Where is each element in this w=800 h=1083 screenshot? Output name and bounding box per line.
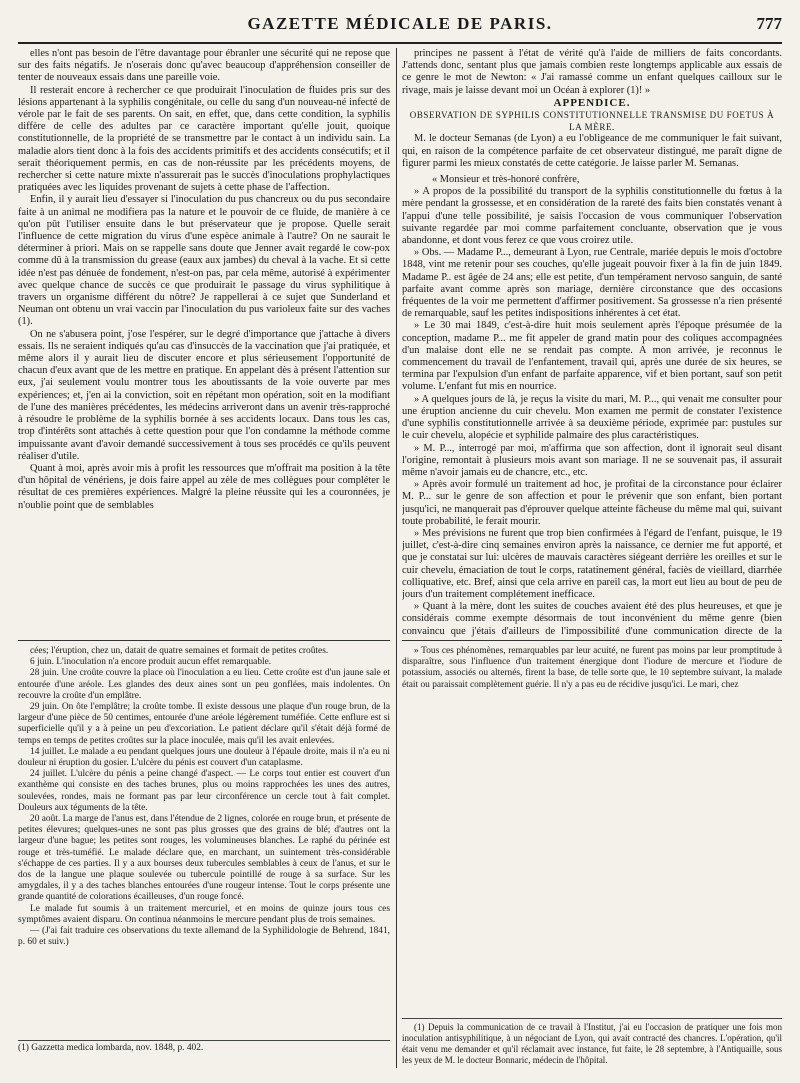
section-divider-left — [18, 640, 390, 641]
paragraph: » A quelques jours de là, je reçus la visite du mari, M. P..., qui venait me consulter pour une éruption ancienne du cuir chevelu. Mon examen me permit de constater l'existence d'une syphilis constitutionnelle arrivée à sa deuxième période, exprimée par: pustules sur le cuir chevelu, alopécie et syphilide palmaire des plus caractéristiques. — [402, 393, 782, 442]
appendix-heading: APPENDICE. — [553, 96, 631, 109]
paragraph: » A propos de la possibilité du transport de la syphilis constitutionnelle du fœtus à la mère pendant la grossesse, et en considération de la rareté des faits bien constatés venant à l'appui d'une telle possibilité, je saisis l'occasion de vous communiquer l'observation suivante regardée par moi comme parfaitement concluante, observation que je vous abandonne, et dont vous ferez ce que vous croirez utile. — [402, 186, 782, 247]
paragraph: » Après avoir formulé un traitement ad hoc, je profitai de la circonstance pour éclairer M. P... sur le genre de son affection et pour le prévenir que son enfant, bien portant jusqu'ici, ne manquerait pas d'éprouver quelque atteinte fâcheuse du même mal qui, suivant toute probabilité, le ferait mourir. — [402, 479, 782, 527]
paragraph: 28 juin. Une croûte couvre la place où l'inoculation a eu lieu. Cette croûte est d'un jaune sale et entourée d'une aréole. Les glandes des deux aines sont un peu gonflées, mais indolentes. On recouvre la croûte d'un emplâtre. — [18, 668, 390, 701]
footnote-text: (1) Depuis la communication de ce travail à l'Institut, j'ai eu l'occasion de pratiquer une fois mon inoculation antisyphilitique, à un négociant de Lyon, qui avait contracté des chancres. L'opération, qu'il était venu me demander et qu'il réclamait avec instance, fut faite, le 28 septembre, à l'Antiquaille, sous les yeux de M. le docteur Bonnaric, médecin de l'hôpital. — [402, 1022, 782, 1065]
paragraph: » Le 30 mai 1849, c'est-à-dire huit mois seulement après l'époque présumée de la conception, madame P... me fit appeler de grand matin pour des coliques accompagnées d'un malaise dont elle ne se rendait pas compte. A mon arrivée, je reconnus le commencement du travail de l'enfantement, travail qui, après une durée de six heures, se termina par l'expulsion d'un enfant de parfaite apparence, vif et bien portant, sauf son petit volume. L'enfant fut mis en nourrice. — [402, 320, 782, 393]
column-bottom-left — [18, 646, 390, 1066]
column-divider — [396, 48, 397, 1068]
paragraph: 20 août. La marge de l'anus est, dans l'étendue de 2 lignes, colorée en rouge brun, et présente de petites élevures; quelques-unes ne sont pas plus grosses que des grains de blé; d'autres ont la largeur d'une bague; les petites sont rouges, les volumineuses blanches. Le raphé du périnée est rouge et très-tuméfié. Le malade déclare que, en marchant, un suintement très-considérable s'échappe de ces parties. Il y a aux bourses deux tubercules semblables à ceux de l'anus, et sur le dos de la langue une plaque soulevée ou tubercule pointillé de rouge à sa surface. Sur les amygdales, il y a des taches blanches entourées d'une rougeur intense. Tout le corps présente une grande quantité de colorations écailleuses, d'un rouge foncé. — [18, 814, 390, 903]
paragraph: » Tous ces phénomènes, remarquables par leur acuité, ne furent pas moins par leur promptitude à disparaître, sous l'influence d'un traitement énergique dont l'iodure de mercure et l'iodure de potassium, associés ou alternés, firent la base, de telle sorte que, le 10 septembre suivant, la malade était ou paraissait complètement guérie. Il n'y a pas eu de récidive jusqu'ici. Le mari, chez — [402, 646, 782, 690]
paragraph: cées; l'éruption, chez un, datait de quatre semaines et formait de petites croûtes. — [30, 646, 329, 656]
paragraph: principes ne passent à l'état de vérité qu'à l'aide de milliers de faits concordants. J'attends donc, sentant plus que jamais combien reste longtemps applicable aux essais de ce genre le mot de Newton: « J'ai ramassé comme un enfant quelques cailloux sur le rivage, mais je laisse devant moi un Océan à explorer (1)! » — [402, 48, 782, 96]
paragraph: 6 juin. L'inoculation n'a encore produit aucun effet remarquable. — [30, 657, 272, 668]
paragraph: elles n'ont pas besoin de l'être davantage pour ébranler une sécurité qui ne repose que sur des faits négatifs. Je n'oserais donc qu'avec beaucoup d'appréhension conseiller de tenter de nouveaux essais dans une pareille voie. — [18, 48, 390, 84]
section-divider-right — [402, 640, 782, 641]
paragraph: 14 juillet. Le malade a eu pendant quelques jours une douleur à l'épaule droite, mais il n'a eu ni douleur ni éruption du gosier. L'ulcère du pénis est couvert d'un cataplasme. — [18, 746, 390, 769]
observation-heading: OBSERVATION DE SYPHILIS CONSTITUTIONNELLE TRANSMISE DU FOETUS À LA MÈRE. — [409, 110, 775, 133]
journal-title: GAZETTE MÉDICALE DE PARIS. — [247, 14, 553, 33]
paragraph: » Obs. — Madame P..., demeurant à Lyon, rue Centrale, mariée depuis le mois d'octobre 1848, vint me retenir pour ses couches, qu'elle jugeait pouvoir fixer à la fin de juin 1849. Madame P.. est âgée de 24 ans; elle est petite, d'un tempérament nervoso sanguin, de santé parfaite avant comme après son mariage, dernière circonstance que des occasions fréquentes de la voir me permettent d'affirmer positivement. Sa grossesse n'a rien présenté de remarquable, sauf les petites indispositions inhérentes à cet état. — [402, 247, 782, 320]
column-top-left — [18, 48, 390, 638]
paragraph: 24 juillet. L'ulcère du pénis a peine changé d'aspect. — Le corps tout entier est couvert d'un exanthème qui consiste en des taches brunes, plus ou moins rapprochées les unes des autres, soulevées, rondes, mais ne formant pas par leur circonférence un cercle tout à fait complet. Douleurs aux téguments de la tête. — [18, 769, 390, 813]
paragraph: » Mes prévisions ne furent que trop bien confirmées à l'égard de l'enfant, puisque, le 19 juillet, c'est-à-dire cinq semaines environ après la naissance, ce dernier me fut apporté, et que je constatai sur lui: ulcères de mauvais caractères siégeant derrière les oreilles et sur le cuir chevelu, émaciation de tout le corps, ratatinement général, faciès de vieillard, diarrhée colliquative, etc. Bref, ainsi que cela arrive en pareil cas, la mort eut lieu au bout de peu de jours d'un traitement complétement inefficace. — [402, 527, 782, 600]
paragraph: 29 juin. On ôte l'emplâtre; la croûte tombe. Il existe dessous une plaque d'un rouge brun, de la largeur d'une pièce de 50 centimes, entourée d'une aréole légèrement tuméfiée. Cette enflure est si superficielle qu'il y a à peine un peu d'excoriation. Le patient déclare qu'il s'était déjà formé de temps en temps de petites croûtes sur la place inoculée, mais qu'il les avait enlevées. — [18, 702, 390, 746]
paragraph: Il resterait encore à rechercher ce que produirait l'inoculation de fluides pris sur des lésions appartenant à la syphilis congénitale, ou celle du sang d'un nouveau-né infecté de vérole par le fait de ses parents. On sait, en effet, que, dans cette condition, la syphilis diffère de celle des adultes par ce caractère important qu'elle jouit, quoique constitutionnelle, de la propriété de se transmettre par le contact à un individu sain. La maladie alors tient donc à la fois des accidents primitifs et des accidents consécutifs; et il serait théoriquement permis, en cas de non-réussite par les précédents moyens, de rechercher si cette nature mixte n'assurerait pas le succès d'inoculations prophylactiques pratiquées avec les liquides provenant de sujets à cette phase de l'affection. — [18, 84, 390, 194]
footnote-right — [402, 1018, 782, 1066]
footnote-left — [18, 1040, 390, 1054]
paragraph: — (J'ai fait traduire ces observations du texte allemand de la Syphilidologie de Behrend, 1841, p. 60 et suiv.) — [18, 926, 390, 948]
column-bottom-right — [402, 646, 782, 1016]
paragraph: Enfin, il y aurait lieu d'essayer si l'inoculation du pus chancreux ou du pus secondaire faite à un animal ne modifiera pas la nature et le pouvoir de ce fluide, de manière à ce qu'on pût l'utiliser ensuite dans le but préservateur que je propose. Quelle serait l'influence de cette migration du virus d'une espèce animale à l'autre? On ne saurait le déterminer à priori. Mais on se rappelle sans doute que Jenner avait regardé le cow-pox comme dû à la transmission du grease (eaux aux jambes) du cheval à la vache. Et si cette idée n'est pas dénuée de fondement, n'est-on pas, par cela même, autorisé à expérimenter avec quelque chance de succès ce que produirait le passage du virus syphilitique à travers un organisme différent du nôtre? Je rappellerai à ce sujet que Sunderland et Neuman ont obtenu un vrai vaccin par l'inoculation du pus varioleux faite sur des vaches (1). — [18, 194, 390, 328]
paragraph: » Quant à la mère, dont les suites de couches avaient été des plus heureuses, et que je considérais comme exempte désormais de tout inconvénient du même genre (bien convaincu que j'étais d'ailleurs de l'impossibilité d'une communication directe de la — [402, 601, 782, 637]
paragraph: » M. P..., interrogé par moi, m'affirma que son affection, dont il ignorait seul disant l'origine, remontait à plusieurs mois avant son mariage. Il ne se souvenait pas, il assurait même n'avoir jamais eu de chancre, etc., etc. — [402, 442, 782, 478]
column-top-right — [402, 48, 782, 638]
footnote-text: (1) Gazzetta medica lombarda, nov. 1848, p. 402. — [18, 1043, 204, 1053]
paragraph: Quant à moi, après avoir mis à profit les ressources que m'offrait ma position à la tête d'un hôpital de vénériens, je dois faire appel au zèle de mes collègues pour compléter le résultat de ces premières expériences. Malgré la pleine réussite qui les a couronnées, je n'oublie point que de semblables — [18, 462, 390, 511]
page-header — [18, 12, 782, 44]
page-number: 777 — [756, 14, 782, 33]
paragraph: M. le docteur Semanas (de Lyon) a eu l'obligeance de me communiquer le fait suivant, qui, en raison de la compétence parfaite de cet observateur distingué, me paraît digne de figurer parmi les mieux constatés de cette catégorie. Je laisse parler M. Semanas. — [402, 133, 782, 169]
salutation: « Monsieur et très-honoré confrère, — [432, 174, 580, 186]
paragraph: Le malade fut soumis à un traitement mercuriel, et en moins de quinze jours tous ces symptômes avaient disparu. On continua néanmoins le mercure pendant plus de trois semaines. — [18, 903, 390, 925]
paragraph: On ne s'abusera point, j'ose l'espérer, sur le degré d'importance que j'attache à divers essais. Ils ne seraient indiqués qu'au cas d'insuccès de la vaccination que j'ai pratiquée, et même alors il y aurait lieu de discuter encore et plus sérieusement l'opportunité de chacun d'eux avant que de les mettre en pratique. En appelant dès à présent l'attention sur eux, j'ai seulement voulu montrer tous les aboutissants de la voie ouverte par mes expériences; et, j'en ai la conviction, soit en répétant mon opération, soit en la modifiant de l'une des manières précédentes, les médecins arriveront dans un avenir très-rapproché à résoudre le problème de la syphilis bornée à ses accidents locaux. Dans tous les cas, trop d'intérêts sont attachés à cette question pour que l'on condamne la méthode comme impuissante avant d'avoir demandé successivement à tous ses procédés ce qu'ils peuvent réaliser d'utile. — [18, 328, 390, 462]
